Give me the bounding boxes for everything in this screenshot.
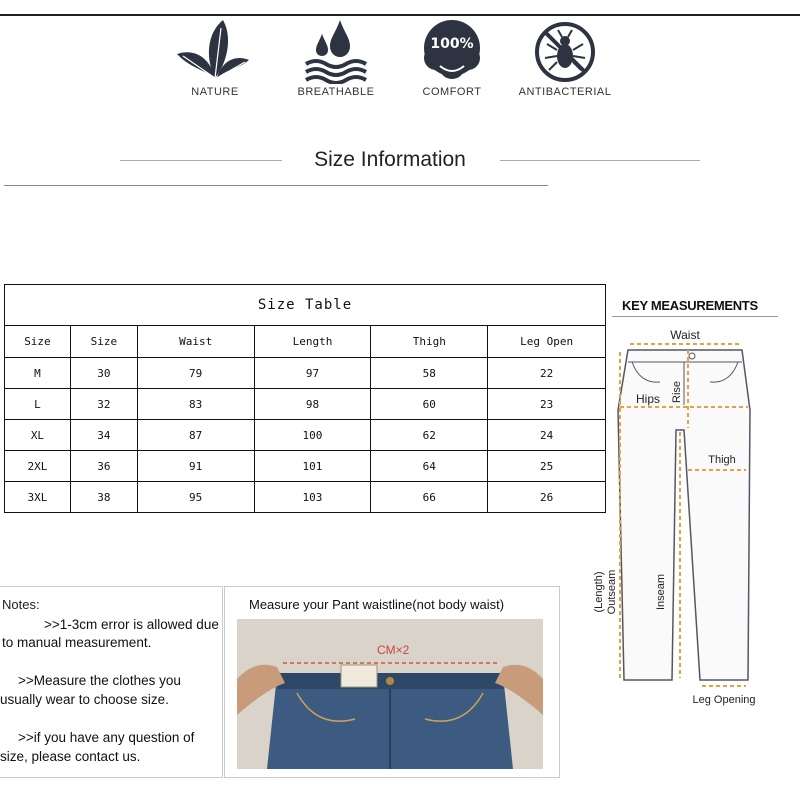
table-cell: 66: [371, 482, 488, 513]
feature-nature: [155, 18, 275, 98]
table-cell: 103: [254, 482, 371, 513]
table-cell: 83: [137, 389, 254, 420]
table-cell: 64: [371, 451, 488, 482]
note-line: usually wear to choose size.: [0, 692, 169, 707]
table-cell: 79: [137, 358, 254, 389]
outseam-label: Outseam: [606, 569, 618, 615]
waist-label: Waist: [670, 328, 700, 342]
table-cell: 2XL: [5, 451, 71, 482]
key-measurements-rule: [612, 316, 778, 317]
leaves-icon: [175, 18, 255, 84]
feature-breathable: [276, 18, 396, 98]
table-cell: 36: [70, 451, 137, 482]
note-line: >>if you have any question of: [18, 730, 195, 745]
header-cell: Thigh: [371, 326, 488, 358]
header-cell: Size: [70, 326, 137, 358]
jeans-measurement-diagram: [580, 320, 800, 710]
table-cell: L: [5, 389, 71, 420]
top-border: [0, 14, 800, 16]
table-cell: 22: [488, 358, 606, 389]
table-row: [5, 451, 606, 482]
table-cell: 60: [371, 389, 488, 420]
table-cell: 91: [137, 451, 254, 482]
leg-opening-label: Leg Opening: [692, 694, 756, 706]
table-cell: M: [5, 358, 71, 389]
table-cell: 26: [488, 482, 606, 513]
rise-label: Rise: [671, 380, 683, 404]
table-cell: 38: [70, 482, 137, 513]
note-line: size, please contact us.: [0, 749, 141, 764]
table-cell: 87: [137, 420, 254, 451]
comfort-badge: 100%: [430, 36, 474, 52]
length-label: (Length): [593, 571, 605, 613]
table-cell: 3XL: [5, 482, 71, 513]
table-cell: 24: [488, 420, 606, 451]
measure-box: [224, 586, 560, 778]
no-bug-icon: [525, 18, 605, 84]
feature-label: ANTIBACTERIAL: [518, 86, 612, 98]
table-cell: 100: [254, 420, 371, 451]
table-cell: 97: [254, 358, 371, 389]
table-row: [5, 389, 606, 420]
table-row: [5, 358, 606, 389]
waistline-photo: [237, 619, 543, 769]
inseam-label: Inseam: [655, 573, 667, 611]
feature-comfort: [392, 18, 512, 98]
cotton-100-icon: [412, 18, 492, 84]
header-cell: Size: [5, 326, 71, 358]
table-cell: 58: [371, 358, 488, 389]
header-cell: Waist: [137, 326, 254, 358]
title-rule-left: [120, 160, 282, 161]
hips-label: Hips: [635, 392, 661, 406]
feature-label: NATURE: [191, 86, 239, 98]
table-cell: 101: [254, 451, 371, 482]
notes-title: Notes:: [2, 597, 40, 612]
table-cell: XL: [5, 420, 71, 451]
table-row: [5, 420, 606, 451]
note-line: to manual measurement.: [2, 635, 152, 650]
water-drops-icon: [296, 18, 376, 84]
table-cell: 32: [70, 389, 137, 420]
table-cell: 23: [488, 389, 606, 420]
table-cell: 25: [488, 451, 606, 482]
note-line: >>1-3cm error is allowed due: [44, 617, 219, 632]
header-cell: Leg Open: [488, 326, 606, 358]
cm-label: CM×2: [377, 643, 410, 657]
feature-label: BREATHABLE: [297, 86, 375, 98]
measure-title: Measure your Pant waistline(not body waist): [249, 597, 505, 612]
table-cell: 62: [371, 420, 488, 451]
table-cell: 30: [70, 358, 137, 389]
table-cell: 34: [70, 420, 137, 451]
key-measurements-title: KEY MEASUREMENTS: [622, 298, 758, 313]
size-table: [4, 284, 606, 513]
size-table-caption: Size Table: [5, 285, 606, 326]
table-cell: 98: [254, 389, 371, 420]
feature-antibacterial: [505, 18, 625, 98]
table-row: [5, 482, 606, 513]
note-line: >>Measure the clothes you: [18, 673, 181, 688]
feature-label: COMFORT: [422, 86, 482, 98]
header-cell: Length: [254, 326, 371, 358]
thigh-label: Thigh: [708, 454, 736, 466]
button-icon: [386, 677, 394, 685]
brand-tag: [341, 665, 377, 687]
jeans-waist-illustration: [237, 619, 543, 769]
table-header-row: [5, 326, 606, 358]
title-underline: [4, 185, 548, 186]
table-cell: 95: [137, 482, 254, 513]
notes-box: [0, 586, 223, 778]
section-title: Size Information: [314, 148, 466, 171]
title-rule-right: [500, 160, 700, 161]
